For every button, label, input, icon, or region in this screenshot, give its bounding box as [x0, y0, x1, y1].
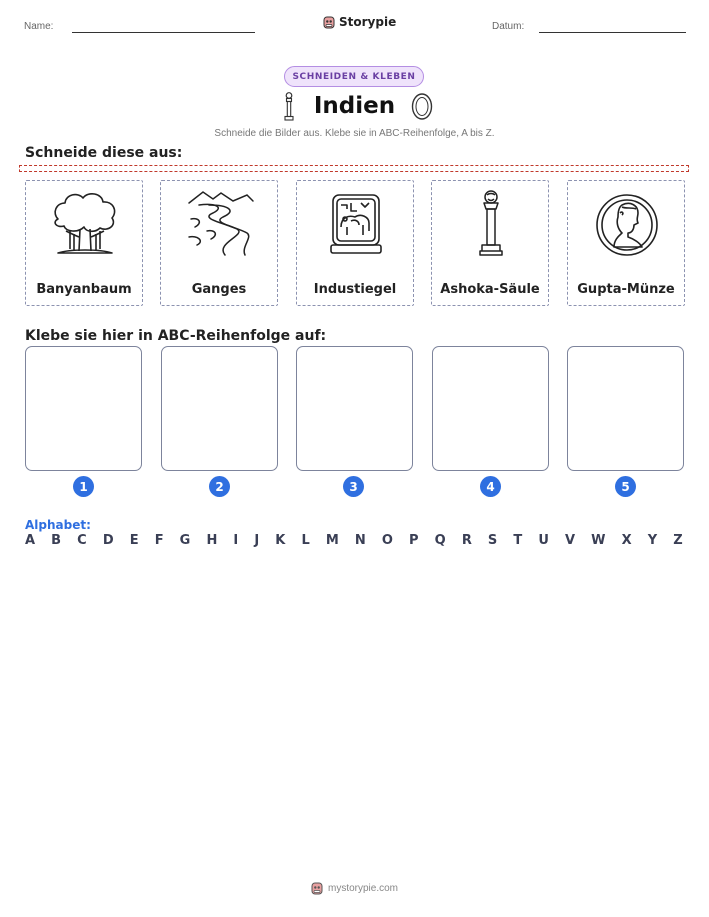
name-label: Name: [24, 21, 54, 32]
cut-card-industiegel[interactable] [296, 180, 414, 306]
cut-card-ashoka-saeule[interactable] [431, 180, 549, 306]
alphabet-letter: T [513, 533, 523, 548]
card-label: Industiegel [313, 282, 397, 297]
paste-box[interactable] [567, 346, 684, 471]
storypie-mascot-icon [311, 881, 323, 895]
page-title: Indien [313, 93, 396, 119]
card-label: Banyanbaum [36, 282, 132, 297]
alphabet-letter: J [254, 533, 260, 548]
coin-icon [592, 189, 662, 261]
alphabet-letter: C [77, 533, 87, 548]
alphabet-letter: R [461, 533, 472, 548]
name-line[interactable] [72, 32, 255, 33]
banyan-tree-icon [50, 189, 120, 261]
storypie-mascot-icon [323, 15, 335, 29]
slot-number: 4 [480, 476, 501, 497]
alphabet-letter: M [325, 533, 339, 548]
seal-icon [321, 189, 391, 261]
alphabet-letter: W [591, 533, 606, 548]
river-icon [185, 189, 255, 261]
alphabet-letter: G [179, 533, 191, 548]
alphabet-letter: I [233, 533, 239, 548]
alphabet-letter: L [301, 533, 310, 548]
storypie-logo [323, 15, 396, 29]
paste-box[interactable] [432, 346, 549, 471]
alphabet-letter: Z [673, 533, 683, 548]
alphabet-letter: V [565, 533, 576, 548]
footer [0, 881, 709, 895]
alphabet-letter: A [25, 533, 36, 548]
logo-text: Storypie [339, 15, 397, 29]
alphabet-letter: E [129, 533, 139, 548]
paste-box[interactable] [296, 346, 413, 471]
alphabet-letter: F [154, 533, 164, 548]
alphabet-letter: S [487, 533, 498, 548]
slot-number: 5 [615, 476, 636, 497]
activity-badge: SCHNEIDEN & KLEBEN [284, 66, 424, 87]
card-label: Ashoka-Säule [440, 282, 540, 297]
cut-line [19, 165, 689, 172]
slot-number: 1 [73, 476, 94, 497]
paste-box[interactable] [161, 346, 278, 471]
card-label: Gupta-Münze [577, 282, 675, 297]
alphabet-letter: B [51, 533, 62, 548]
alphabet-letter: Q [434, 533, 446, 548]
alphabet-letter: O [381, 533, 393, 548]
card-label: Ganges [191, 282, 247, 297]
alphabet-letter: K [275, 533, 286, 548]
paste-heading: Klebe sie hier in ABC-Reihenfolge auf: [25, 328, 327, 344]
alphabet-letter: N [354, 533, 366, 548]
slot-number: 2 [209, 476, 230, 497]
cut-card-gupta-muenze[interactable] [567, 180, 685, 306]
alphabet-letter: P [409, 533, 419, 548]
pillar-icon [456, 189, 526, 261]
instructions: Schneide die Bilder aus. Klebe sie in ABC-Reihenfolge, A bis Z. [214, 128, 495, 139]
cut-heading: Schneide diese aus: [25, 145, 183, 161]
date-label: Datum: [492, 21, 525, 32]
alphabet-letter: X [621, 533, 632, 548]
date-line[interactable] [539, 32, 686, 33]
alphabet-letter: U [538, 533, 549, 548]
alphabet-letter: H [206, 533, 218, 548]
slot-number: 3 [343, 476, 364, 497]
alphabet-row [25, 533, 683, 548]
alphabet-letter: D [102, 533, 114, 548]
footer-url[interactable]: mystorypie.com [327, 882, 398, 894]
cut-card-banyanbaum[interactable] [25, 180, 143, 306]
cut-card-ganges[interactable] [160, 180, 278, 306]
coin-icon [411, 93, 433, 120]
alphabet-heading: Alphabet: [25, 518, 91, 532]
paste-box[interactable] [25, 346, 142, 471]
alphabet-letter: Y [647, 533, 658, 548]
